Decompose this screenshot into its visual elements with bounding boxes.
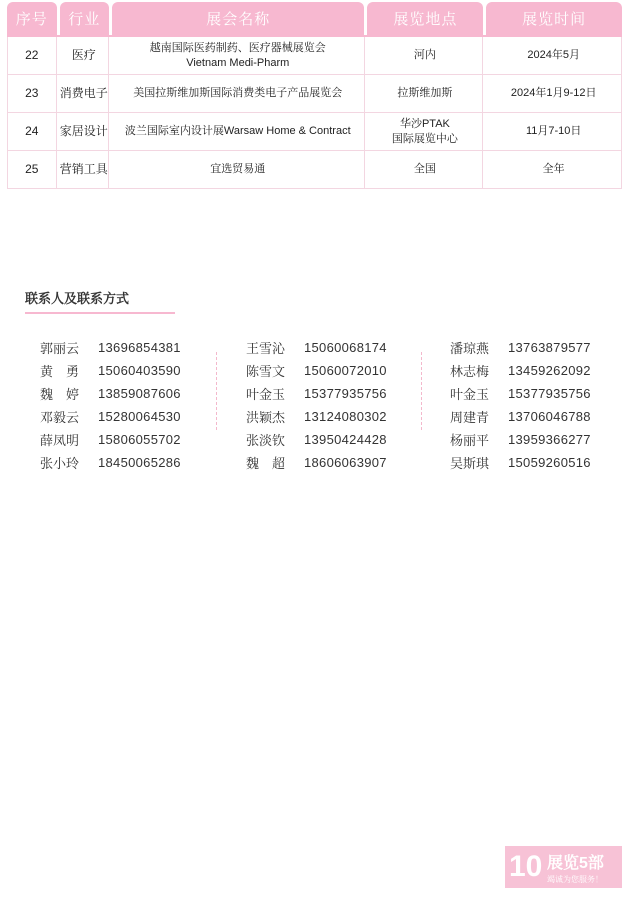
contact-name: 郭丽云 [40, 341, 80, 356]
contact-phone: 18450065286 [98, 455, 181, 470]
cell-time: 2024年1月9-12日 [486, 75, 622, 112]
cell-name [112, 37, 364, 74]
table-row [7, 37, 622, 75]
table-header [7, 2, 622, 35]
contact-row [450, 451, 591, 474]
column-divider [216, 352, 217, 430]
contacts-title: 联系人及联系方式 [25, 291, 130, 306]
contact-name: 陈雪文 [246, 364, 286, 379]
cell-seq: 24 [7, 113, 57, 150]
contact-name: 王雪沁 [246, 341, 286, 356]
contact-name: 叶金玉 [450, 387, 490, 402]
contact-name: 潘琼燕 [450, 341, 490, 356]
contact-name: 叶金玉 [246, 387, 286, 402]
cell-place [368, 75, 484, 112]
contact-name: 邓毅云 [40, 410, 80, 425]
contact-phone: 13696854381 [98, 340, 181, 355]
title-underline [25, 312, 175, 314]
contact-row [450, 405, 591, 428]
contact-column-1 [40, 336, 181, 474]
cell-place [368, 151, 484, 188]
contact-name: 杨丽平 [450, 433, 490, 448]
contact-phone: 18606063907 [304, 455, 387, 470]
contact-phone: 13859087606 [98, 386, 181, 401]
contact-column-2 [246, 336, 387, 474]
cell-time: 2024年5月 [486, 37, 622, 74]
contact-row [40, 336, 181, 359]
contact-row [450, 336, 591, 359]
column-divider [421, 352, 422, 430]
contact-name: 张淡钦 [246, 433, 286, 448]
header-industry: 行业 [60, 2, 110, 35]
cell-name-line1: 宜选贸易通 [210, 163, 266, 175]
contact-name: 吴斯琪 [450, 456, 490, 471]
contact-row [246, 428, 387, 451]
cell-place-line1: 拉斯维加斯 [397, 87, 453, 99]
contact-row [450, 382, 591, 405]
contact-phone: 15059260516 [508, 455, 591, 470]
cell-name [112, 151, 364, 188]
contact-phone: 15377935756 [508, 386, 591, 401]
contact-phone: 13763879577 [508, 340, 591, 355]
contact-name: 林志梅 [450, 364, 490, 379]
contact-phone: 15280064530 [98, 409, 181, 424]
logo-number: 10 [509, 850, 543, 883]
contact-row [246, 405, 387, 428]
contact-phone: 13124080302 [304, 409, 387, 424]
contact-row [246, 359, 387, 382]
contact-phone: 13950424428 [304, 432, 387, 447]
cell-seq: 23 [7, 75, 57, 112]
table-row [7, 151, 622, 189]
contact-name: 魏 婷 [40, 387, 80, 402]
table-row [7, 113, 622, 151]
cell-place-line1: 河内 [413, 49, 436, 61]
cell-industry: 家居设计 [60, 113, 110, 150]
contact-phone: 15060072010 [304, 363, 387, 378]
contact-phone: 15806055702 [98, 432, 181, 447]
cell-industry: 营销工具 [60, 151, 110, 188]
cell-name [112, 113, 364, 150]
header-place: 展览地点 [367, 2, 483, 35]
contact-row [40, 359, 181, 382]
cell-industry: 消费电子 [60, 75, 110, 112]
contact-column-3 [450, 336, 591, 474]
cell-name-line1: 波兰国际室内设计展Warsaw Home & Contract [124, 125, 351, 137]
contact-row [40, 428, 181, 451]
contact-phone: 13459262092 [508, 363, 591, 378]
exhibition-table [7, 2, 622, 189]
contact-phone: 15060403590 [98, 363, 181, 378]
cell-name [112, 75, 364, 112]
contact-row [40, 451, 181, 474]
contact-row [246, 336, 387, 359]
cell-seq: 22 [7, 37, 57, 74]
logo-sub-text: 竭诚为您服务！ [547, 874, 603, 884]
contact-row [246, 382, 387, 405]
contact-name: 魏 超 [246, 456, 286, 471]
contact-phone: 13706046788 [508, 409, 591, 424]
table-row [7, 75, 622, 113]
header-name: 展会名称 [112, 2, 364, 35]
contact-name: 薛凤明 [40, 433, 80, 448]
header-seq: 序号 [7, 2, 57, 35]
table-body [7, 35, 622, 189]
contact-phone: 13959366277 [508, 432, 591, 447]
contact-row [40, 405, 181, 428]
cell-name-line1: 美国拉斯维加斯国际消费类电子产品展览会 [133, 87, 343, 99]
cell-place-line2: 国际展览中心 [391, 132, 458, 145]
contact-name: 黄 勇 [40, 364, 80, 379]
contact-row [246, 451, 387, 474]
logo-main-text: 展览5部 [547, 854, 604, 872]
contact-name: 周建青 [450, 410, 490, 425]
contact-row [450, 359, 591, 382]
logo-text [547, 850, 604, 885]
contact-phone: 15377935756 [304, 386, 387, 401]
contact-phone: 15060068174 [304, 340, 387, 355]
contact-name: 张小玲 [40, 456, 80, 471]
cell-place [368, 113, 484, 150]
exhibition-logo [505, 846, 622, 888]
cell-seq: 25 [7, 151, 57, 188]
cell-name-line1: 越南国际医药制药、医疗器械展览会 [149, 41, 326, 54]
contact-row [40, 382, 181, 405]
cell-place [368, 37, 484, 74]
contact-name: 洪颖杰 [246, 410, 286, 425]
cell-time: 全年 [486, 151, 622, 188]
cell-time: 11月7-10日 [486, 113, 622, 150]
cell-place-line1: 华沙PTAK [399, 117, 450, 130]
contact-row [450, 428, 591, 451]
cell-place-line1: 全国 [413, 163, 436, 175]
cell-industry: 医疗 [60, 37, 110, 74]
cell-name-line2: Vietnam Medi-Pharm [186, 56, 290, 69]
header-time: 展览时间 [486, 2, 622, 35]
